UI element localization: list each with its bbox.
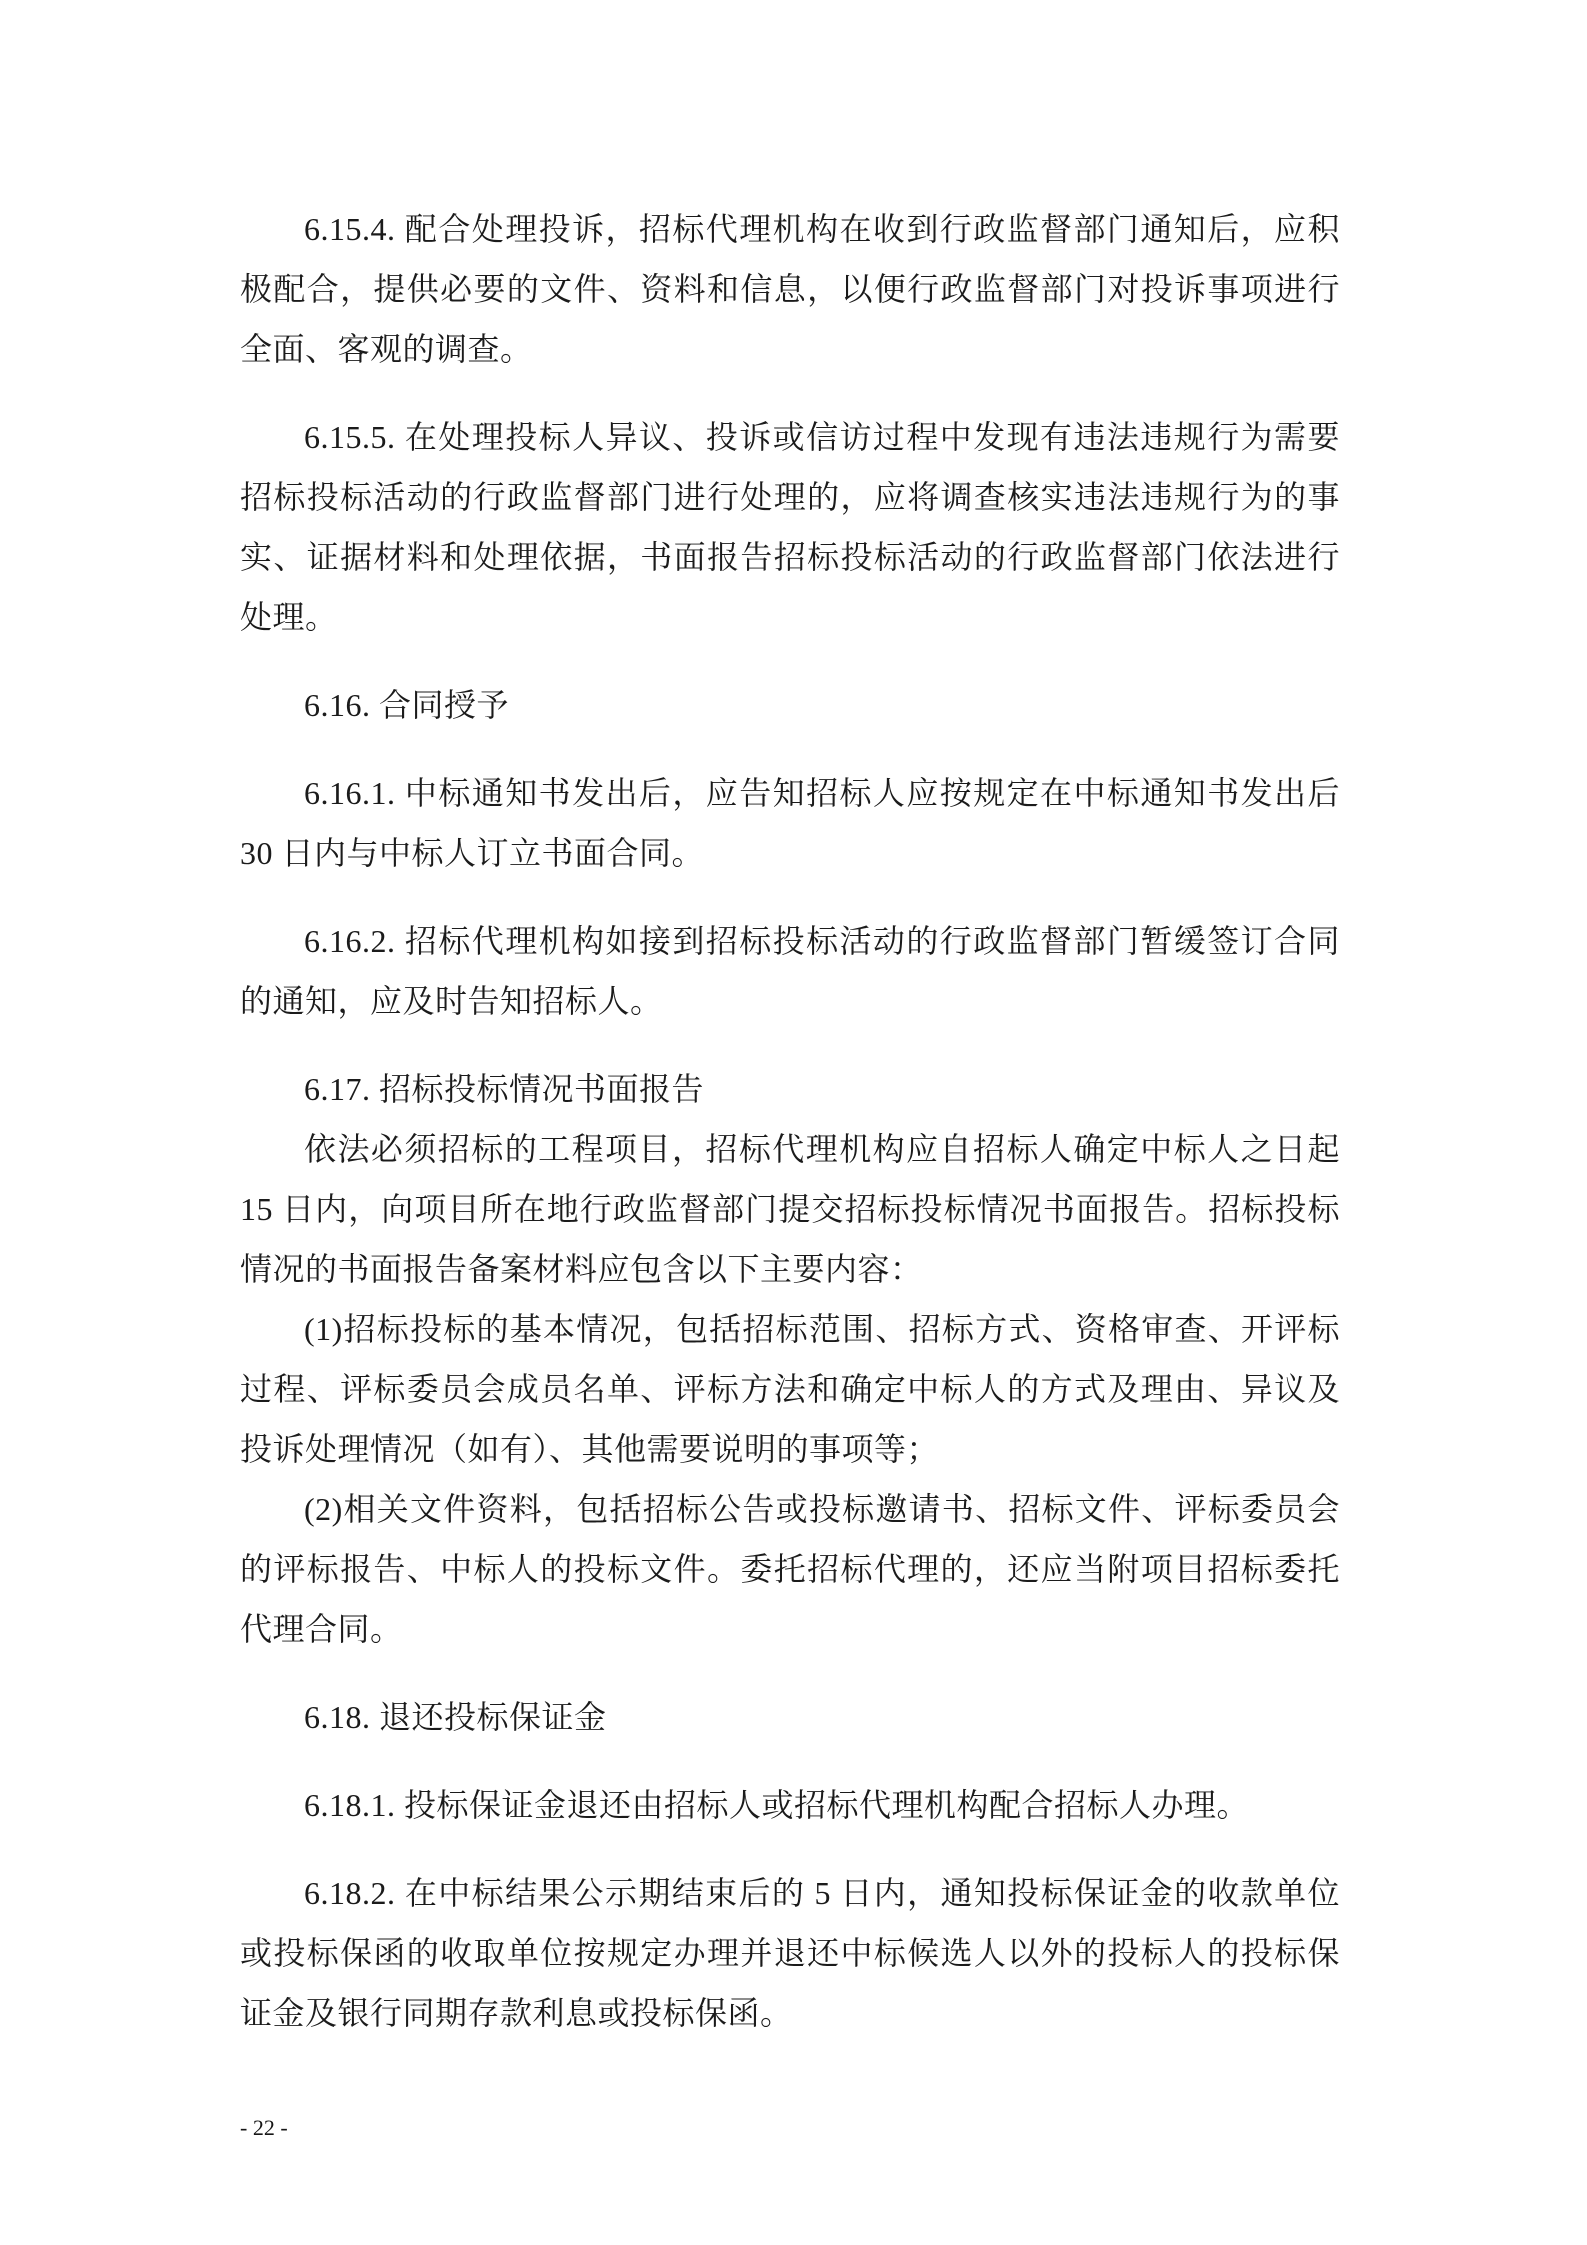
heading-6-17: 6.17. 招标投标情况书面报告	[304, 1071, 705, 1107]
page-footer	[240, 2114, 288, 2142]
clause-6-15-5: 6.15.5. 在处理投标人异议、投诉或信访过程中发现有违法违规行为需要招标投标活动的行政监督部门进行处理的，应将调查核实违法违规行为的事实、证据材料和处理依据，书面报告招标投标活动的行政监督部门依法进行处理。	[240, 419, 1340, 635]
clause-6-16-1: 6.16.1. 中标通知书发出后，应告知招标人应按规定在中标通知书发出后 30 日内与中标人订立书面合同。	[240, 775, 1340, 871]
clause-6-18-2: 6.18.2. 在中标结果公示期结束后的 5 日内，通知投标保证金的收款单位或投标保函的收取单位按规定办理并退还中标候选人以外的投标人的投标保证金及银行同期存款利息或投标保函。	[240, 1875, 1340, 2031]
clause-6-15-4: 6.15.4. 配合处理投诉，招标代理机构在收到行政监督部门通知后，应积极配合，提供必要的文件、资料和信息，以便行政监督部门对投诉事项进行全面、客观的调查。	[240, 211, 1340, 367]
heading-6-18: 6.18. 退还投标保证金	[304, 1699, 607, 1735]
para-report-intro: 依法必须招标的工程项目，招标代理机构应自招标人确定中标人之日起 15 日内，向项目所在地行政监督部门提交招标投标情况书面报告。招标投标情况的书面报告备案材料应包含以下主要内容：	[240, 1131, 1340, 1287]
para-report-item-1: (1)招标投标的基本情况，包括招标范围、招标方式、资格审查、开评标过程、评标委员会成员名单、评标方法和确定中标人的方式及理由、异议及投诉处理情况（如有）、其他需要说明的事项等；	[240, 1311, 1340, 1467]
page-number: - 22 -	[240, 2115, 288, 2140]
clause-6-16-2: 6.16.2. 招标代理机构如接到招标投标活动的行政监督部门暂缓签订合同的通知，应及时告知招标人。	[240, 923, 1340, 1019]
document-body	[240, 171, 1340, 2043]
heading-6-16: 6.16. 合同授予	[304, 687, 510, 723]
clause-6-18-1: 6.18.1. 投标保证金退还由招标人或招标代理机构配合招标人办理。	[304, 1787, 1250, 1823]
para-report-item-2: (2)相关文件资料，包括招标公告或投标邀请书、招标文件、评标委员会的评标报告、中标人的投标文件。委托招标代理的，还应当附项目招标委托代理合同。	[240, 1491, 1340, 1647]
